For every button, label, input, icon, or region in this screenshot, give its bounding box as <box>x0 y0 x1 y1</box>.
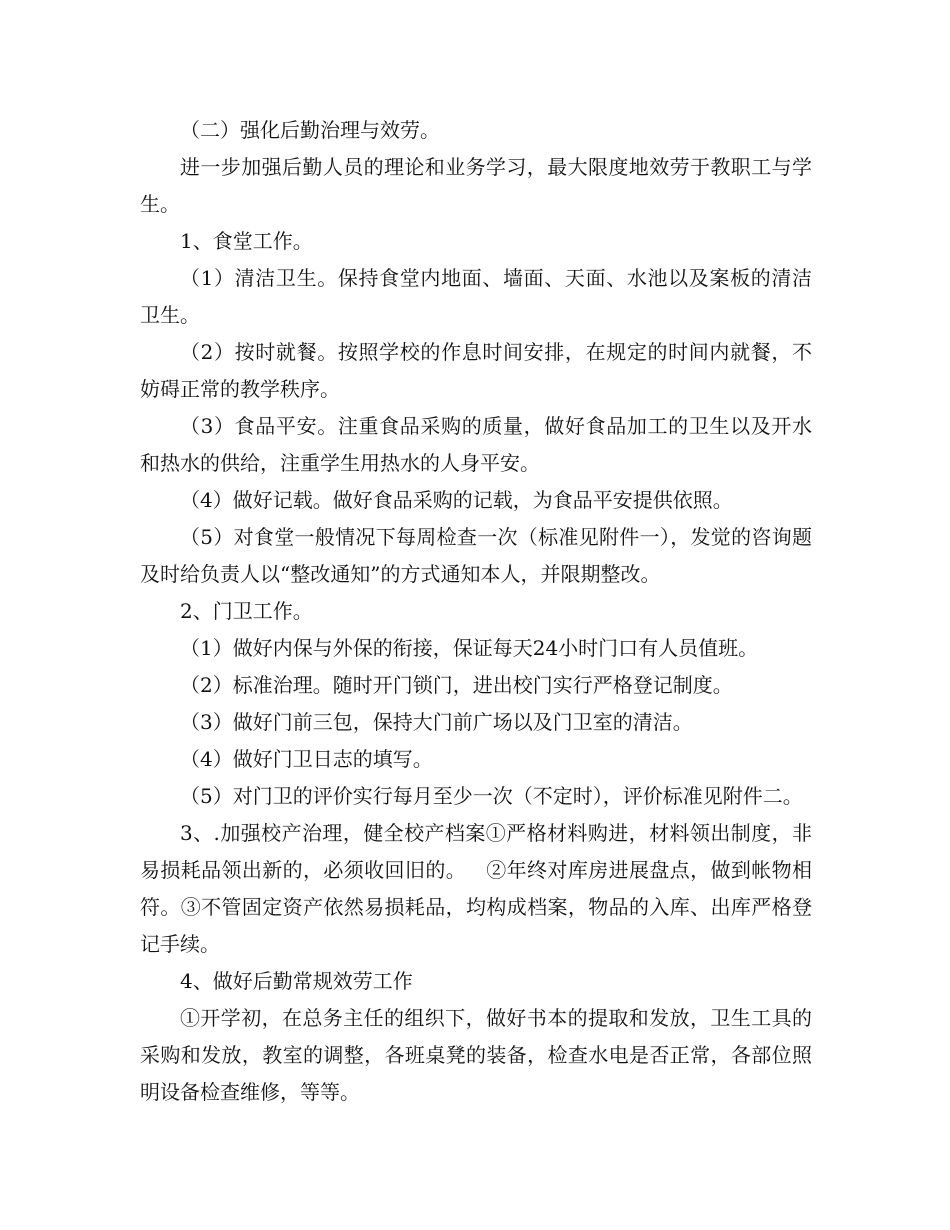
canteen-item-5: （5）对食堂一般情况下每周检查一次（标准见附件一），发觉的咨询题及时给负责人以“整改通知”的方式通知本人，并限期整改。 <box>140 525 812 586</box>
document-body <box>140 112 812 1111</box>
canteen-item-2: （2）按时就餐。按照学校的作息时间安排，在规定的时间内就餐，不妨碍正常的教学秩序。 <box>140 340 812 401</box>
gate-item-2: （2）标准治理。随时开门锁门，进出校门实行严格登记制度。 <box>180 673 733 697</box>
gate-item-1: （1）做好内保与外保的衔接，保证每天24小时门口有人员值班。 <box>180 636 759 660</box>
subheading-gatekeeping: 2、门卫工作。 <box>180 599 313 623</box>
gate-item-5: （5）对门卫的评价实行每月至少一次（不定时），评价标准见附件二。 <box>180 784 803 808</box>
gate-item-4: （4）做好门卫日志的填写。 <box>180 747 433 771</box>
canteen-item-4: （4）做好记载。做好食品采购的记载，为食品平安提供依照。 <box>180 488 733 512</box>
section-heading-logistics: （二）强化后勤治理与效劳。 <box>180 118 440 142</box>
canteen-item-1: （1）清洁卫生。保持食堂内地面、墙面、天面、水池以及案板的清洁卫生。 <box>140 266 812 327</box>
subheading-canteen: 1、食堂工作。 <box>180 229 313 253</box>
gate-item-3: （3）做好门前三包，保持大门前广场以及门卫室的清洁。 <box>180 710 693 734</box>
canteen-item-3: （3）食品平安。注重食品采购的质量，做好食品加工的卫生以及开水和热水的供给，注重学生用热水的人身平安。 <box>140 414 812 475</box>
paragraph-intro: 进一步加强后勤人员的理论和业务学习，最大限度地效劳于教职工与学生。 <box>140 155 812 216</box>
paragraph-school-property: 3、.加强校产治理，健全校产档案①严格材料购进，材料领出制度，非易损耗品领出新的，必须收回旧的。 ②年终对库房进展盘点，做到帐物相符。③不管固定资产依然易损耗品，均构成档案，物品的入库、出库严格登记手续。 <box>140 821 812 956</box>
subheading-routine-service: 4、做好后勤常规效劳工作 <box>180 969 413 993</box>
paragraph-term-start: ①开学初，在总务主任的组织下，做好书本的提取和发放，卫生工具的采购和发放，教室的调整，各班桌凳的装备，检查水电是否正常，各部位照明设备检查维修，等等。 <box>140 1006 812 1104</box>
